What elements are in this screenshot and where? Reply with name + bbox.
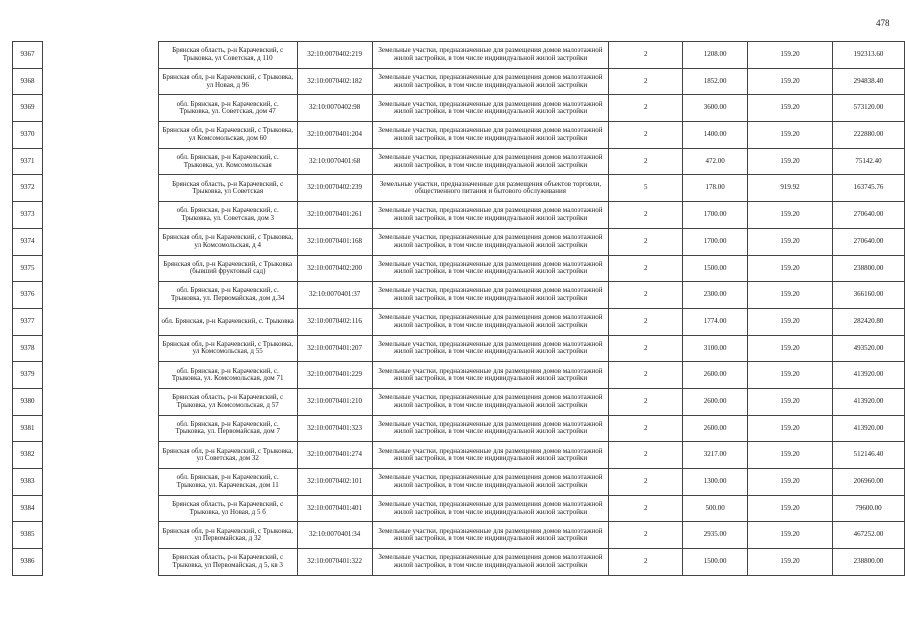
area-cell: 3217.00 — [683, 442, 748, 469]
use-group-cell: 2 — [609, 442, 683, 469]
land-use-cell: Земельные участки, предназначенные для размещения домов малоэтажной жилой застройки, в том числе индивидуальной жилой застройки — [372, 415, 609, 442]
table-row — [13, 228, 905, 255]
specific-value-cell: 159.20 — [748, 122, 833, 149]
cadastral-value-cell: 222880.00 — [833, 122, 905, 149]
specific-value-cell: 159.20 — [748, 549, 833, 576]
land-use-cell: Земельные участки, предназначенные для размещения домов малоэтажной жилой застройки, в том числе индивидуальной жилой застройки — [372, 202, 609, 229]
land-use-cell: Земельные участки, предназначенные для размещения домов малоэтажной жилой застройки, в том числе индивидуальной жилой застройки — [372, 469, 609, 496]
use-group-cell: 2 — [609, 228, 683, 255]
parcel-number-cell: 9378 — [13, 335, 43, 362]
cadastral-value-cell: 467252.00 — [833, 522, 905, 549]
area-cell: 3600.00 — [683, 95, 748, 122]
area-cell: 1400.00 — [683, 122, 748, 149]
table-row — [13, 148, 905, 175]
specific-value-cell: 159.20 — [748, 202, 833, 229]
specific-value-cell: 159.20 — [748, 469, 833, 496]
area-cell: 1208.00 — [683, 42, 748, 69]
spacer-cell — [42, 228, 158, 255]
specific-value-cell: 159.20 — [748, 228, 833, 255]
cadastral-value-cell: 79600.00 — [833, 495, 905, 522]
cadastral-value-cell: 163745.76 — [833, 175, 905, 202]
specific-value-cell: 159.20 — [748, 388, 833, 415]
table-row — [13, 335, 905, 362]
cadastral-number-cell: 32:10:0070401:68 — [297, 148, 372, 175]
cadastral-value-cell: 413920.00 — [833, 415, 905, 442]
table-row — [13, 282, 905, 309]
cadastral-number-cell: 32:10:0070402:200 — [297, 255, 372, 282]
spacer-cell — [42, 415, 158, 442]
spacer-cell — [42, 42, 158, 69]
registry-table-body — [13, 42, 905, 576]
area-cell: 1852.00 — [683, 68, 748, 95]
area-cell: 2600.00 — [683, 415, 748, 442]
table-row — [13, 388, 905, 415]
use-group-cell: 2 — [609, 335, 683, 362]
cadastral-value-cell: 238800.00 — [833, 549, 905, 576]
parcel-number-cell: 9379 — [13, 362, 43, 389]
spacer-cell — [42, 362, 158, 389]
table-row — [13, 442, 905, 469]
address-cell: Брянская обл, р-н Карачевский, с Трыковка, ул Комсомольская, д 4 — [158, 228, 297, 255]
land-use-cell: Земельные участки, предназначенные для размещения домов малоэтажной жилой застройки, в том числе индивидуальной жилой застройки — [372, 282, 609, 309]
parcel-number-cell: 9385 — [13, 522, 43, 549]
use-group-cell: 2 — [609, 522, 683, 549]
address-cell: обл. Брянская, р-н Карачевский, с. Трыковка, ул. Комсомольская, дом 71 — [158, 362, 297, 389]
cadastral-number-cell: 32:10:0070401:323 — [297, 415, 372, 442]
parcel-number-cell: 9376 — [13, 282, 43, 309]
land-use-cell: Земельные участки, предназначенные для размещения домов малоэтажной жилой застройки, в том числе индивидуальной жилой застройки — [372, 148, 609, 175]
address-cell: Брянская область, р-н Карачевский, с Трыковка, ул Комсомольская, д 57 — [158, 388, 297, 415]
use-group-cell: 2 — [609, 362, 683, 389]
address-cell: обл. Брянская, р-н Карачевский, с. Трыковка, ул. Комсомольская — [158, 148, 297, 175]
cadastral-number-cell: 32:10:0070401:34 — [297, 522, 372, 549]
land-use-cell: Земельные участки, предназначенные для размещения домов малоэтажной жилой застройки, в том числе индивидуальной жилой застройки — [372, 68, 609, 95]
land-use-cell: Земельные участки, предназначенные для размещения домов малоэтажной жилой застройки, в том числе индивидуальной жилой застройки — [372, 122, 609, 149]
land-use-cell: Земельные участки, предназначенные для размещения домов малоэтажной жилой застройки, в том числе индивидуальной жилой застройки — [372, 549, 609, 576]
specific-value-cell: 159.20 — [748, 282, 833, 309]
table-row — [13, 549, 905, 576]
table-row — [13, 308, 905, 335]
spacer-cell — [42, 202, 158, 229]
address-cell: Брянская обл, р-н Карачевский, с Трыковка, ул Комсомольская, дом 60 — [158, 122, 297, 149]
area-cell: 178.00 — [683, 175, 748, 202]
address-cell: Брянская обл, р-н Карачевский, с Трыковка, ул Комсомольская, д 55 — [158, 335, 297, 362]
use-group-cell: 2 — [609, 202, 683, 229]
use-group-cell: 5 — [609, 175, 683, 202]
address-cell: Брянская обл, р-н Карачевский, с Трыковка, ул Новая, д 96 — [158, 68, 297, 95]
cadastral-number-cell: 32:10:0070402:98 — [297, 95, 372, 122]
table-row — [13, 255, 905, 282]
use-group-cell: 2 — [609, 255, 683, 282]
table-row — [13, 122, 905, 149]
parcel-number-cell: 9380 — [13, 388, 43, 415]
parcel-number-cell: 9383 — [13, 469, 43, 496]
address-cell: Брянская область, р-н Карачевский, с Трыковка, ул Первомайская, д 5, кв 3 — [158, 549, 297, 576]
address-cell: Брянская обл, р-н Карачевский, с Трыковка, ул Советская, дом 32 — [158, 442, 297, 469]
table-row — [13, 42, 905, 69]
use-group-cell: 2 — [609, 308, 683, 335]
cadastral-number-cell: 32:10:0070401:261 — [297, 202, 372, 229]
specific-value-cell: 159.20 — [748, 415, 833, 442]
cadastral-value-cell: 573120.00 — [833, 95, 905, 122]
table-row — [13, 95, 905, 122]
specific-value-cell: 159.20 — [748, 442, 833, 469]
table-row — [13, 202, 905, 229]
land-use-cell: Земельные участки, предназначенные для размещения домов малоэтажной жилой застройки, в том числе индивидуальной жилой застройки — [372, 388, 609, 415]
table-row — [13, 522, 905, 549]
spacer-cell — [42, 522, 158, 549]
use-group-cell: 2 — [609, 495, 683, 522]
address-cell: Брянская область, р-н Карачевский, с Трыковка, ул Советская, д 110 — [158, 42, 297, 69]
cadastral-number-cell: 32:10:0070402:219 — [297, 42, 372, 69]
address-cell: обл. Брянская, р-н Карачевский, с. Трыковка, ул. Карачевская, дом 11 — [158, 469, 297, 496]
cadastral-value-cell: 192313.60 — [833, 42, 905, 69]
use-group-cell: 2 — [609, 282, 683, 309]
specific-value-cell: 159.20 — [748, 255, 833, 282]
land-use-cell: Земельные участки, предназначенные для размещения объектов торговли, общественного питания и бытового обслуживания — [372, 175, 609, 202]
cadastral-value-cell: 75142.40 — [833, 148, 905, 175]
use-group-cell: 2 — [609, 388, 683, 415]
address-cell: обл. Брянская, р-н Карачевский, с. Трыковка, ул. Советская, дом 3 — [158, 202, 297, 229]
spacer-cell — [42, 148, 158, 175]
use-group-cell: 2 — [609, 122, 683, 149]
land-use-cell: Земельные участки, предназначенные для размещения домов малоэтажной жилой застройки, в том числе индивидуальной жилой застройки — [372, 495, 609, 522]
use-group-cell: 2 — [609, 95, 683, 122]
parcel-number-cell: 9370 — [13, 122, 43, 149]
area-cell: 1300.00 — [683, 469, 748, 496]
cadastral-value-cell: 238800.00 — [833, 255, 905, 282]
cadastral-number-cell: 32:10:0070401:207 — [297, 335, 372, 362]
area-cell: 1500.00 — [683, 255, 748, 282]
table-row — [13, 68, 905, 95]
spacer-cell — [42, 95, 158, 122]
address-cell: Брянская обл, р-н Карачевский, с Трыковка, ул Первомайская, д 32 — [158, 522, 297, 549]
land-use-cell: Земельные участки, предназначенные для размещения домов малоэтажной жилой застройки, в том числе индивидуальной жилой застройки — [372, 522, 609, 549]
table-row — [13, 415, 905, 442]
cadastral-value-cell: 282420.80 — [833, 308, 905, 335]
cadastral-number-cell: 32:10:0070402:116 — [297, 308, 372, 335]
address-cell: Брянская обл, р-н Карачевский, с Трыковка (бывший фруктовый сад) — [158, 255, 297, 282]
use-group-cell: 2 — [609, 415, 683, 442]
spacer-cell — [42, 255, 158, 282]
address-cell: обл. Брянская, р-н Карачевский, с. Трыковка, ул. Советская, дом 47 — [158, 95, 297, 122]
use-group-cell: 2 — [609, 68, 683, 95]
spacer-cell — [42, 282, 158, 309]
parcel-number-cell: 9367 — [13, 42, 43, 69]
cadastral-value-cell: 413920.00 — [833, 388, 905, 415]
land-use-cell: Земельные участки, предназначенные для размещения домов малоэтажной жилой застройки, в том числе индивидуальной жилой застройки — [372, 228, 609, 255]
area-cell: 3100.00 — [683, 335, 748, 362]
use-group-cell: 2 — [609, 42, 683, 69]
cadastral-value-cell: 413920.00 — [833, 362, 905, 389]
cadastral-number-cell: 32:10:0070401:168 — [297, 228, 372, 255]
area-cell: 2935.00 — [683, 522, 748, 549]
parcel-number-cell: 9371 — [13, 148, 43, 175]
address-cell: Брянская область, р-н Карачевский, с Трыковка, ул Советская — [158, 175, 297, 202]
spacer-cell — [42, 495, 158, 522]
specific-value-cell: 159.20 — [748, 95, 833, 122]
cadastral-number-cell: 32:10:0070401:229 — [297, 362, 372, 389]
spacer-cell — [42, 469, 158, 496]
table-row — [13, 469, 905, 496]
cadastral-number-cell: 32:10:0070401:37 — [297, 282, 372, 309]
cadastral-number-cell: 32:10:0070402:239 — [297, 175, 372, 202]
address-cell: обл. Брянская, р-н Карачевский, с. Трыковка — [158, 308, 297, 335]
spacer-cell — [42, 549, 158, 576]
parcel-number-cell: 9374 — [13, 228, 43, 255]
land-use-cell: Земельные участки, предназначенные для размещения домов малоэтажной жилой застройки, в том числе индивидуальной жилой застройки — [372, 308, 609, 335]
area-cell: 1500.00 — [683, 549, 748, 576]
cadastral-value-cell: 366160.00 — [833, 282, 905, 309]
address-cell: Брянская область, р-н Карачевский, с Трыковка, ул Новая, д 5 б — [158, 495, 297, 522]
specific-value-cell: 159.20 — [748, 42, 833, 69]
area-cell: 472.00 — [683, 148, 748, 175]
parcel-number-cell: 9369 — [13, 95, 43, 122]
cadastral-number-cell: 32:10:0070401:322 — [297, 549, 372, 576]
area-cell: 500.00 — [683, 495, 748, 522]
cadastral-number-cell: 32:10:0070401:204 — [297, 122, 372, 149]
land-use-cell: Земельные участки, предназначенные для размещения домов малоэтажной жилой застройки, в том числе индивидуальной жилой застройки — [372, 255, 609, 282]
spacer-cell — [42, 122, 158, 149]
area-cell: 1700.00 — [683, 202, 748, 229]
parcel-number-cell: 9373 — [13, 202, 43, 229]
address-cell: обл. Брянская, р-н Карачевский, с. Трыковка, ул. Первомайская, дом д.34 — [158, 282, 297, 309]
parcel-number-cell: 9375 — [13, 255, 43, 282]
use-group-cell: 2 — [609, 148, 683, 175]
table-row — [13, 362, 905, 389]
specific-value-cell: 159.20 — [748, 308, 833, 335]
parcel-number-cell: 9384 — [13, 495, 43, 522]
spacer-cell — [42, 68, 158, 95]
parcel-number-cell: 9381 — [13, 415, 43, 442]
cadastral-value-cell: 206960.00 — [833, 469, 905, 496]
spacer-cell — [42, 388, 158, 415]
use-group-cell: 2 — [609, 549, 683, 576]
specific-value-cell: 159.20 — [748, 335, 833, 362]
spacer-cell — [42, 308, 158, 335]
area-cell: 2600.00 — [683, 388, 748, 415]
specific-value-cell: 159.20 — [748, 68, 833, 95]
cadastral-value-cell: 270640.00 — [833, 228, 905, 255]
area-cell: 1774.00 — [683, 308, 748, 335]
parcel-number-cell: 9382 — [13, 442, 43, 469]
cadastral-value-cell: 512146.40 — [833, 442, 905, 469]
specific-value-cell: 919.92 — [748, 175, 833, 202]
specific-value-cell: 159.20 — [748, 522, 833, 549]
area-cell: 2300.00 — [683, 282, 748, 309]
cadastral-number-cell: 32:10:0070401:274 — [297, 442, 372, 469]
spacer-cell — [42, 175, 158, 202]
spacer-cell — [42, 335, 158, 362]
area-cell: 1700.00 — [683, 228, 748, 255]
parcel-number-cell: 9372 — [13, 175, 43, 202]
land-registry-table — [12, 41, 905, 576]
parcel-number-cell: 9386 — [13, 549, 43, 576]
area-cell: 2600.00 — [683, 362, 748, 389]
land-use-cell: Земельные участки, предназначенные для размещения домов малоэтажной жилой застройки, в том числе индивидуальной жилой застройки — [372, 335, 609, 362]
land-use-cell: Земельные участки, предназначенные для размещения домов малоэтажной жилой застройки, в том числе индивидуальной жилой застройки — [372, 362, 609, 389]
specific-value-cell: 159.20 — [748, 148, 833, 175]
spacer-cell — [42, 442, 158, 469]
cadastral-value-cell: 294838.40 — [833, 68, 905, 95]
address-cell: обл. Брянская, р-н Карачевский, с. Трыковка, ул. Первомайская, дом 7 — [158, 415, 297, 442]
specific-value-cell: 159.20 — [748, 495, 833, 522]
use-group-cell: 2 — [609, 469, 683, 496]
cadastral-number-cell: 32:10:0070402:101 — [297, 469, 372, 496]
cadastral-number-cell: 32:10:0070402:182 — [297, 68, 372, 95]
page-number: 478 — [876, 18, 890, 28]
land-use-cell: Земельные участки, предназначенные для размещения домов малоэтажной жилой застройки, в том числе индивидуальной жилой застройки — [372, 442, 609, 469]
cadastral-number-cell: 32:10:0070401:210 — [297, 388, 372, 415]
table-row — [13, 495, 905, 522]
parcel-number-cell: 9368 — [13, 68, 43, 95]
parcel-number-cell: 9377 — [13, 308, 43, 335]
land-use-cell: Земельные участки, предназначенные для размещения домов малоэтажной жилой застройки, в том числе индивидуальной жилой застройки — [372, 95, 609, 122]
cadastral-value-cell: 270640.00 — [833, 202, 905, 229]
cadastral-value-cell: 493520.00 — [833, 335, 905, 362]
specific-value-cell: 159.20 — [748, 362, 833, 389]
cadastral-number-cell: 32:10:0070401:401 — [297, 495, 372, 522]
land-use-cell: Земельные участки, предназначенные для размещения домов малоэтажной жилой застройки, в том числе индивидуальной жилой застройки — [372, 42, 609, 69]
table-row — [13, 175, 905, 202]
